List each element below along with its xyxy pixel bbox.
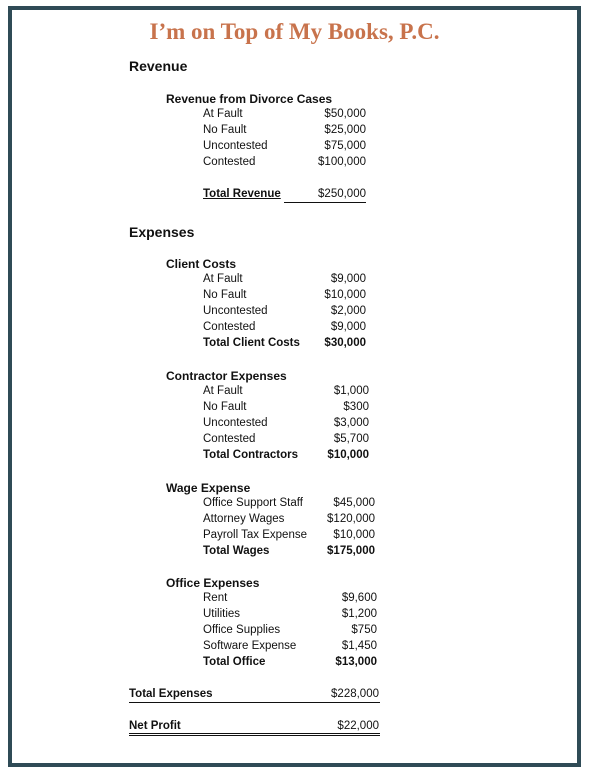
total-expenses-value: $228,000 [331, 688, 379, 700]
net-profit-underline-2 [129, 735, 380, 736]
wage-value: $120,000 [327, 513, 375, 525]
revenue-item-label: Contested [203, 156, 256, 168]
revenue-group-title: Revenue from Divorce Cases [166, 92, 333, 106]
total-revenue-label: Total Revenue [203, 188, 281, 200]
total-expenses-label: Total Expenses [129, 688, 213, 700]
total-office-label: Total Office [203, 656, 266, 668]
client-costs-title: Client Costs [166, 257, 237, 271]
net-profit-underline-1 [129, 733, 380, 734]
wage-label: Attorney Wages [203, 513, 285, 525]
client-cost-label: Uncontested [203, 305, 268, 317]
total-contractors-label: Total Contractors [203, 449, 298, 461]
revenue-item-value: $75,000 [324, 140, 366, 152]
office-label: Office Supplies [203, 624, 281, 636]
total-contractors-value: $10,000 [327, 449, 369, 461]
revenue-heading: Revenue [129, 58, 188, 74]
revenue-item-value: $50,000 [324, 108, 366, 120]
total-revenue-underline [284, 202, 366, 203]
company-title: I’m on Top of My Books, P.C. [149, 19, 440, 44]
contractor-value: $5,700 [333, 433, 369, 445]
client-cost-label: No Fault [203, 289, 247, 301]
revenue-item-label: Uncontested [203, 140, 268, 152]
office-label: Utilities [203, 608, 241, 620]
revenue-item-value: $25,000 [324, 124, 366, 136]
contractor-value: $3,000 [333, 417, 369, 429]
wage-value: $10,000 [333, 529, 375, 541]
contractor-label: No Fault [203, 401, 247, 413]
total-client-costs-label: Total Client Costs [203, 337, 300, 349]
office-value: $750 [351, 624, 377, 636]
office-value: $1,200 [341, 608, 377, 620]
contractor-label: At Fault [203, 385, 243, 397]
client-cost-value: $9,000 [330, 273, 366, 285]
office-label: Rent [203, 592, 228, 604]
office-value: $1,450 [341, 640, 377, 652]
wage-label: Office Support Staff [203, 497, 303, 509]
client-cost-value: $9,000 [330, 321, 366, 333]
total-expenses-underline [129, 702, 380, 703]
office-expenses-title: Office Expenses [166, 576, 260, 590]
expenses-heading: Expenses [129, 224, 195, 240]
wage-label: Payroll Tax Expense [203, 529, 307, 541]
contractor-label: Uncontested [203, 417, 268, 429]
total-wages-label: Total Wages [203, 545, 270, 557]
revenue-item-label: No Fault [203, 124, 247, 136]
total-office-value: $13,000 [335, 656, 377, 668]
total-wages-value: $175,000 [327, 545, 375, 557]
contractor-label: Contested [203, 433, 256, 445]
client-cost-label: At Fault [203, 273, 243, 285]
client-cost-value: $2,000 [330, 305, 366, 317]
office-label: Software Expense [203, 640, 297, 652]
contractor-value: $300 [343, 401, 369, 413]
wage-expense-title: Wage Expense [166, 481, 251, 495]
revenue-item-label: At Fault [203, 108, 243, 120]
contractor-expenses-title: Contractor Expenses [166, 369, 287, 383]
contractor-value: $1,000 [333, 385, 369, 397]
page-border [8, 6, 581, 767]
revenue-item-value: $100,000 [318, 156, 366, 168]
net-profit-value: $22,000 [337, 720, 379, 732]
total-revenue-value: $250,000 [318, 188, 366, 200]
wage-value: $45,000 [333, 497, 375, 509]
client-cost-label: Contested [203, 321, 256, 333]
office-value: $9,600 [341, 592, 377, 604]
client-cost-value: $10,000 [324, 289, 366, 301]
net-profit-label: Net Profit [129, 720, 181, 732]
total-client-costs-value: $30,000 [324, 337, 366, 349]
